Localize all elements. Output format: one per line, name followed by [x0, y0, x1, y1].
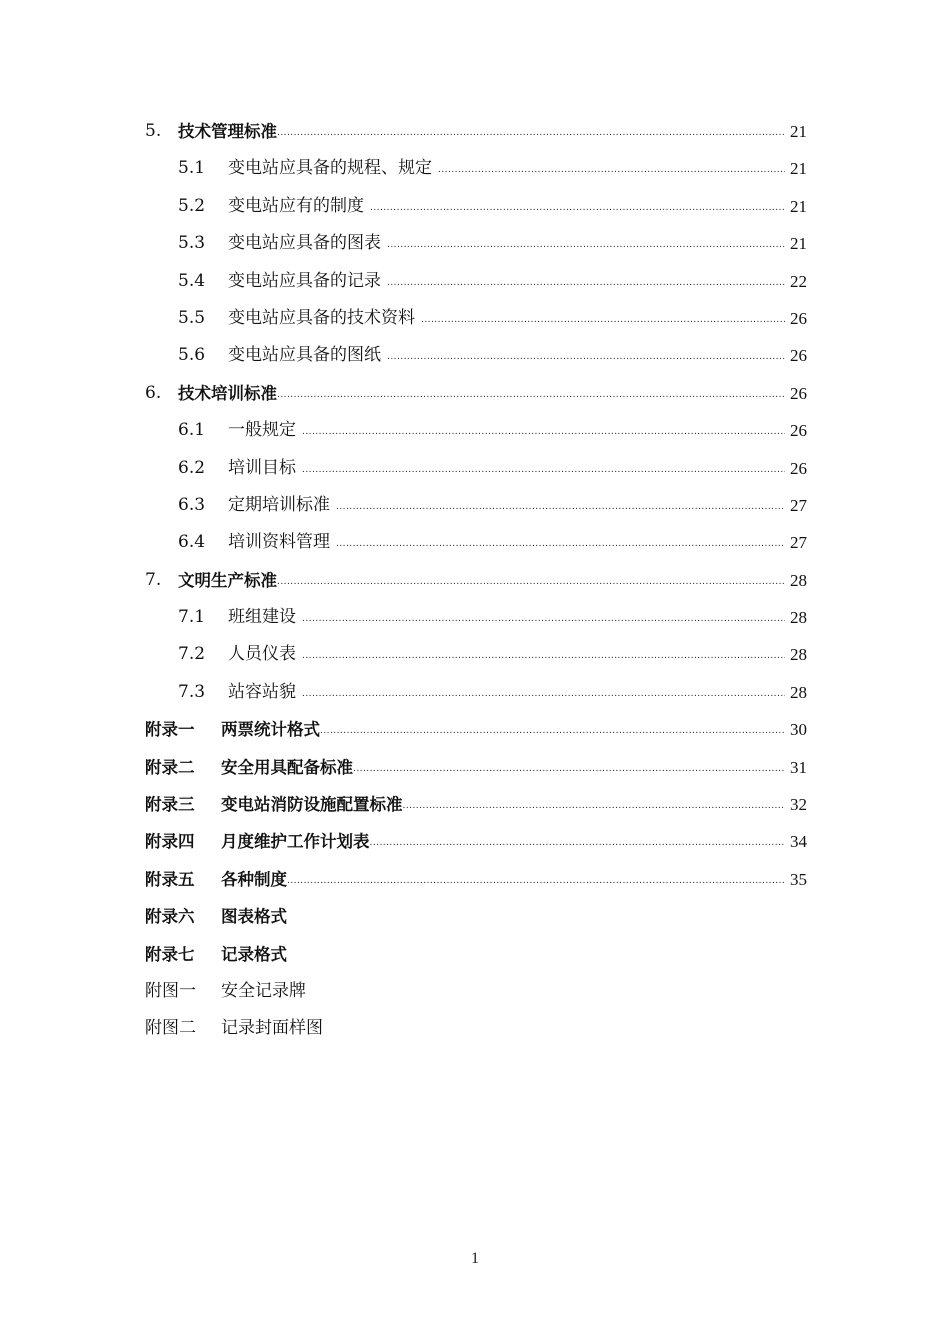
toc-entry[interactable]: [0, 599, 950, 636]
toc-entry-page: 34: [790, 832, 807, 852]
toc-entry-page: 26: [790, 308, 807, 328]
toc-entry-number: 7.1: [178, 607, 206, 628]
toc-entry-number: 6.2: [178, 457, 206, 478]
toc-entry-title: 安全记录牌: [221, 980, 306, 1001]
toc-entry-page: 27: [790, 495, 807, 515]
toc-entry-title: 图表格式: [221, 907, 287, 927]
toc-entry[interactable]: [0, 1010, 950, 1047]
toc-entry-title: 技术培训标准: [178, 383, 277, 403]
toc-entry-number: 5.6: [178, 345, 206, 366]
toc-dot-leader: [353, 749, 785, 786]
toc-entry-number: 附录二: [145, 757, 195, 777]
toc-entry-page: 28: [790, 608, 807, 628]
toc-entry[interactable]: [0, 263, 950, 300]
toc-dot-leader: [320, 711, 785, 748]
toc-entry-title: 培训目标: [228, 457, 296, 478]
toc-entry-number: 7.3: [178, 681, 206, 702]
toc-entry-number: 附录七: [145, 944, 195, 964]
toc-entry-number: 附录三: [145, 795, 195, 815]
toc-entry[interactable]: [0, 898, 950, 935]
toc-entry[interactable]: [0, 524, 950, 561]
toc-entry-page: 35: [790, 869, 807, 889]
toc-entry[interactable]: [0, 375, 950, 412]
toc-entry-title: 技术管理标准: [178, 122, 277, 141]
toc-dot-leader: [336, 487, 785, 524]
toc-entry-title: 安全用具配备标准: [221, 757, 353, 777]
toc-entry-number: 附图一: [145, 980, 196, 1001]
toc-dot-leader: [302, 599, 785, 636]
toc-entry-title: 班组建设: [228, 607, 296, 628]
toc-entry-title: 变电站应具备的技术资料: [228, 307, 415, 328]
page-number: 1: [471, 1250, 479, 1267]
toc-entry-title: 月度维护工作计划表: [221, 832, 370, 852]
toc-dot-leader: [336, 524, 785, 561]
toc-entry-page: 21: [790, 159, 807, 179]
toc-entry[interactable]: [0, 786, 950, 823]
toc-entry-title: 记录格式: [221, 944, 287, 964]
table-of-contents: [0, 113, 950, 1048]
toc-dot-leader: [277, 375, 785, 412]
toc-dot-leader: [302, 636, 785, 673]
toc-dot-leader: [403, 786, 786, 823]
toc-entry-number: 7.2: [178, 644, 206, 665]
toc-entry-page: 21: [790, 122, 807, 141]
toc-dot-leader: [287, 861, 785, 898]
toc-entry-title: 两票统计格式: [221, 720, 320, 740]
toc-entry-page: 27: [790, 533, 807, 553]
toc-entry-title: 变电站应具备的规程、规定: [228, 158, 432, 179]
toc-dot-leader: [277, 562, 785, 599]
toc-entry-title: 站容站貌: [228, 681, 296, 702]
toc-entry[interactable]: [0, 337, 950, 374]
toc-entry-number: 6.3: [178, 494, 206, 515]
toc-entry[interactable]: [0, 113, 950, 150]
toc-entry[interactable]: [0, 636, 950, 673]
toc-entry-page: 31: [790, 757, 807, 777]
toc-entry-page: 26: [790, 458, 807, 478]
toc-entry-number: 5.3: [178, 233, 206, 254]
toc-entry[interactable]: [0, 412, 950, 449]
toc-entry-page: 32: [790, 795, 807, 815]
toc-entry[interactable]: [0, 300, 950, 337]
toc-dot-leader: [387, 263, 785, 300]
toc-entry-title: 变电站消防设施配置标准: [221, 795, 403, 815]
toc-entry-number: 附录四: [145, 832, 195, 852]
toc-entry-number: 5.2: [178, 195, 206, 216]
toc-dot-leader: [302, 674, 785, 711]
toc-entry[interactable]: [0, 188, 950, 225]
toc-entry[interactable]: [0, 450, 950, 487]
toc-entry-page: 28: [790, 570, 807, 590]
toc-entry-page: 26: [790, 346, 807, 366]
toc-entry-page: 21: [790, 234, 807, 254]
toc-entry-title: 一般规定: [228, 420, 296, 441]
toc-entry-number: 6.4: [178, 532, 206, 553]
toc-entry-number: 6.: [145, 382, 162, 403]
toc-entry-title: 文明生产标准: [178, 570, 277, 590]
toc-entry-number: 附录六: [145, 907, 195, 927]
toc-entry[interactable]: [0, 711, 950, 748]
toc-entry-title: 变电站应具备的图纸: [228, 345, 381, 366]
toc-entry-page: 30: [790, 720, 807, 740]
toc-entry-number: 5.1: [178, 158, 206, 179]
toc-entry-number: 附录一: [145, 720, 195, 740]
toc-entry[interactable]: [0, 225, 950, 262]
toc-entry-title: 定期培训标准: [228, 494, 330, 515]
toc-entry-number: 附录五: [145, 869, 195, 889]
toc-dot-leader: [302, 412, 785, 449]
toc-dot-leader: [302, 450, 785, 487]
toc-entry[interactable]: [0, 936, 950, 973]
toc-entry-number: 附图二: [145, 1018, 196, 1039]
toc-dot-leader: [277, 113, 785, 150]
toc-dot-leader: [387, 225, 785, 262]
toc-entry-page: 28: [790, 645, 807, 665]
toc-entry[interactable]: [0, 150, 950, 187]
toc-dot-leader: [421, 300, 785, 337]
toc-entry-title: 变电站应有的制度: [228, 195, 364, 216]
toc-entry[interactable]: [0, 562, 950, 599]
toc-entry-title: 变电站应具备的记录: [228, 270, 381, 291]
toc-entry-page: 26: [790, 383, 807, 403]
toc-dot-leader: [370, 823, 786, 860]
toc-entry-page: 28: [790, 682, 807, 702]
toc-entry[interactable]: [0, 674, 950, 711]
toc-entry[interactable]: [0, 973, 950, 1010]
toc-entry-number: 7.: [145, 569, 162, 590]
toc-entry-number: 5.: [145, 121, 162, 141]
toc-entry-title: 各种制度: [221, 869, 287, 889]
toc-entry[interactable]: [0, 823, 950, 860]
toc-dot-leader: [438, 150, 785, 187]
toc-entry-number: 6.1: [178, 420, 206, 441]
toc-entry-number: 5.4: [178, 270, 206, 291]
toc-entry[interactable]: [0, 861, 950, 898]
toc-entry-title: 培训资料管理: [228, 532, 330, 553]
toc-entry-page: 26: [790, 421, 807, 441]
toc-dot-leader: [387, 337, 785, 374]
toc-entry-title: 人员仪表: [228, 644, 296, 665]
toc-dot-leader: [370, 188, 785, 225]
toc-entry-title: 记录封面样图: [221, 1018, 323, 1039]
toc-entry-page: 22: [790, 271, 807, 291]
toc-entry[interactable]: [0, 487, 950, 524]
toc-entry-title: 变电站应具备的图表: [228, 233, 381, 254]
toc-entry[interactable]: [0, 749, 950, 786]
toc-entry-number: 5.5: [178, 307, 206, 328]
toc-entry-page: 21: [790, 196, 807, 216]
